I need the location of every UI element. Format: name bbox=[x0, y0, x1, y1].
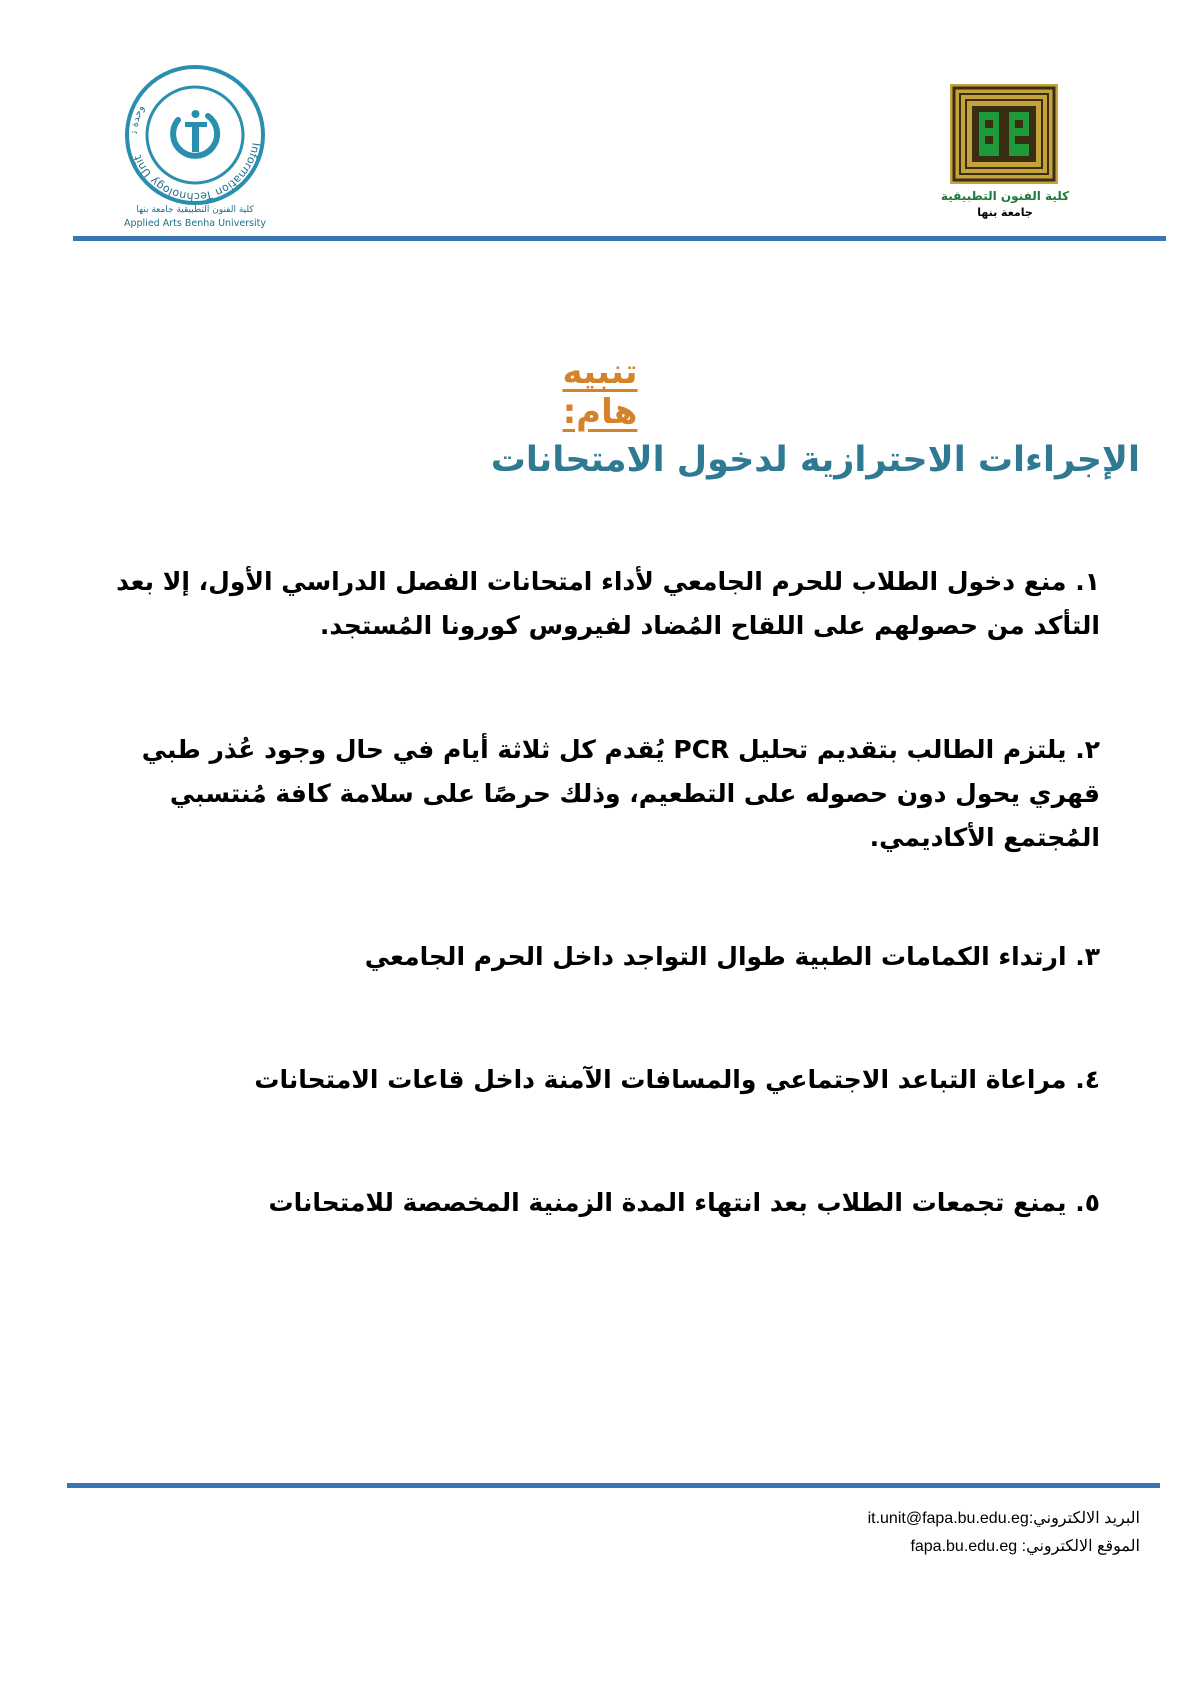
footer-email-line bbox=[640, 1508, 1140, 1528]
it-logo-caption-en: Applied Arts Benha University bbox=[124, 218, 266, 229]
list-item bbox=[85, 1058, 1100, 1102]
it-logo-ring-text-ar: وحدة ت bbox=[129, 103, 147, 134]
list-item-number: ٥. bbox=[1075, 1188, 1100, 1217]
list-item-text: منع دخول الطلاب للحرم الجامعي لأداء امتحانات الفصل الدراسي الأول، إلا بعد التأكد من حصولهم على اللقاح المُضاد لفيروس كورونا المُستجد. bbox=[116, 567, 1100, 640]
website-label: الموقع الالكتروني: bbox=[1021, 1538, 1140, 1555]
list-item-number: ٢. bbox=[1075, 735, 1100, 764]
list-item-text: يمنع تجمعات الطلاب بعد انتهاء المدة الزمنية المخصصة للامتحانات bbox=[268, 1188, 1067, 1217]
alert-title: تنبيه هام: bbox=[562, 352, 638, 432]
list-item bbox=[85, 728, 1100, 860]
svg-text:وحدة تكنولوجيا المعلومات bbox=[120, 60, 147, 135]
list-item bbox=[85, 1181, 1100, 1225]
list-item-number: ٤. bbox=[1075, 1065, 1100, 1094]
list-item-number: ١. bbox=[1075, 567, 1100, 596]
email-label: البريد الالكتروني: bbox=[1028, 1510, 1140, 1527]
it-logo-ring-text: Information Technology Unit bbox=[131, 141, 263, 204]
list-item bbox=[85, 935, 1100, 979]
it-unit-logo bbox=[120, 60, 270, 230]
list-item bbox=[85, 560, 1100, 648]
section-title: الإجراءات الاحترازية لدخول الامتحانات bbox=[490, 440, 1140, 480]
header-divider bbox=[73, 236, 1166, 241]
college-logo-caption-2: جامعة بنها bbox=[977, 206, 1033, 219]
college-logo bbox=[935, 82, 1075, 222]
website-link[interactable]: fapa.bu.edu.eg bbox=[910, 1538, 1018, 1555]
email-link[interactable]: it.unit@fapa.bu.edu.eg bbox=[867, 1510, 1029, 1527]
it-logo-caption-ar: كلية الفنون التطبيقية جامعة بنها bbox=[136, 205, 254, 215]
list-item-text: يلتزم الطالب بتقديم تحليل PCR يُقدم كل ثلاثة أيام في حال وجود عُذر طبي قهري يحول دون حصوله على التطعيم، وذلك حرصًا على سلامة كافة مُنتسبي المُجتمع الأكاديمي. bbox=[141, 735, 1100, 852]
list-item-number: ٣. bbox=[1075, 942, 1100, 971]
footer-divider bbox=[67, 1483, 1160, 1488]
college-logo-caption-1: كلية الفنون التطبيقية bbox=[940, 189, 1070, 203]
footer-website-line bbox=[640, 1536, 1140, 1556]
list-item-text: ارتداء الكمامات الطبية طوال التواجد داخل الحرم الجامعي bbox=[364, 942, 1067, 971]
list-item-text: مراعاة التباعد الاجتماعي والمسافات الآمنة داخل قاعات الامتحانات bbox=[254, 1065, 1067, 1094]
